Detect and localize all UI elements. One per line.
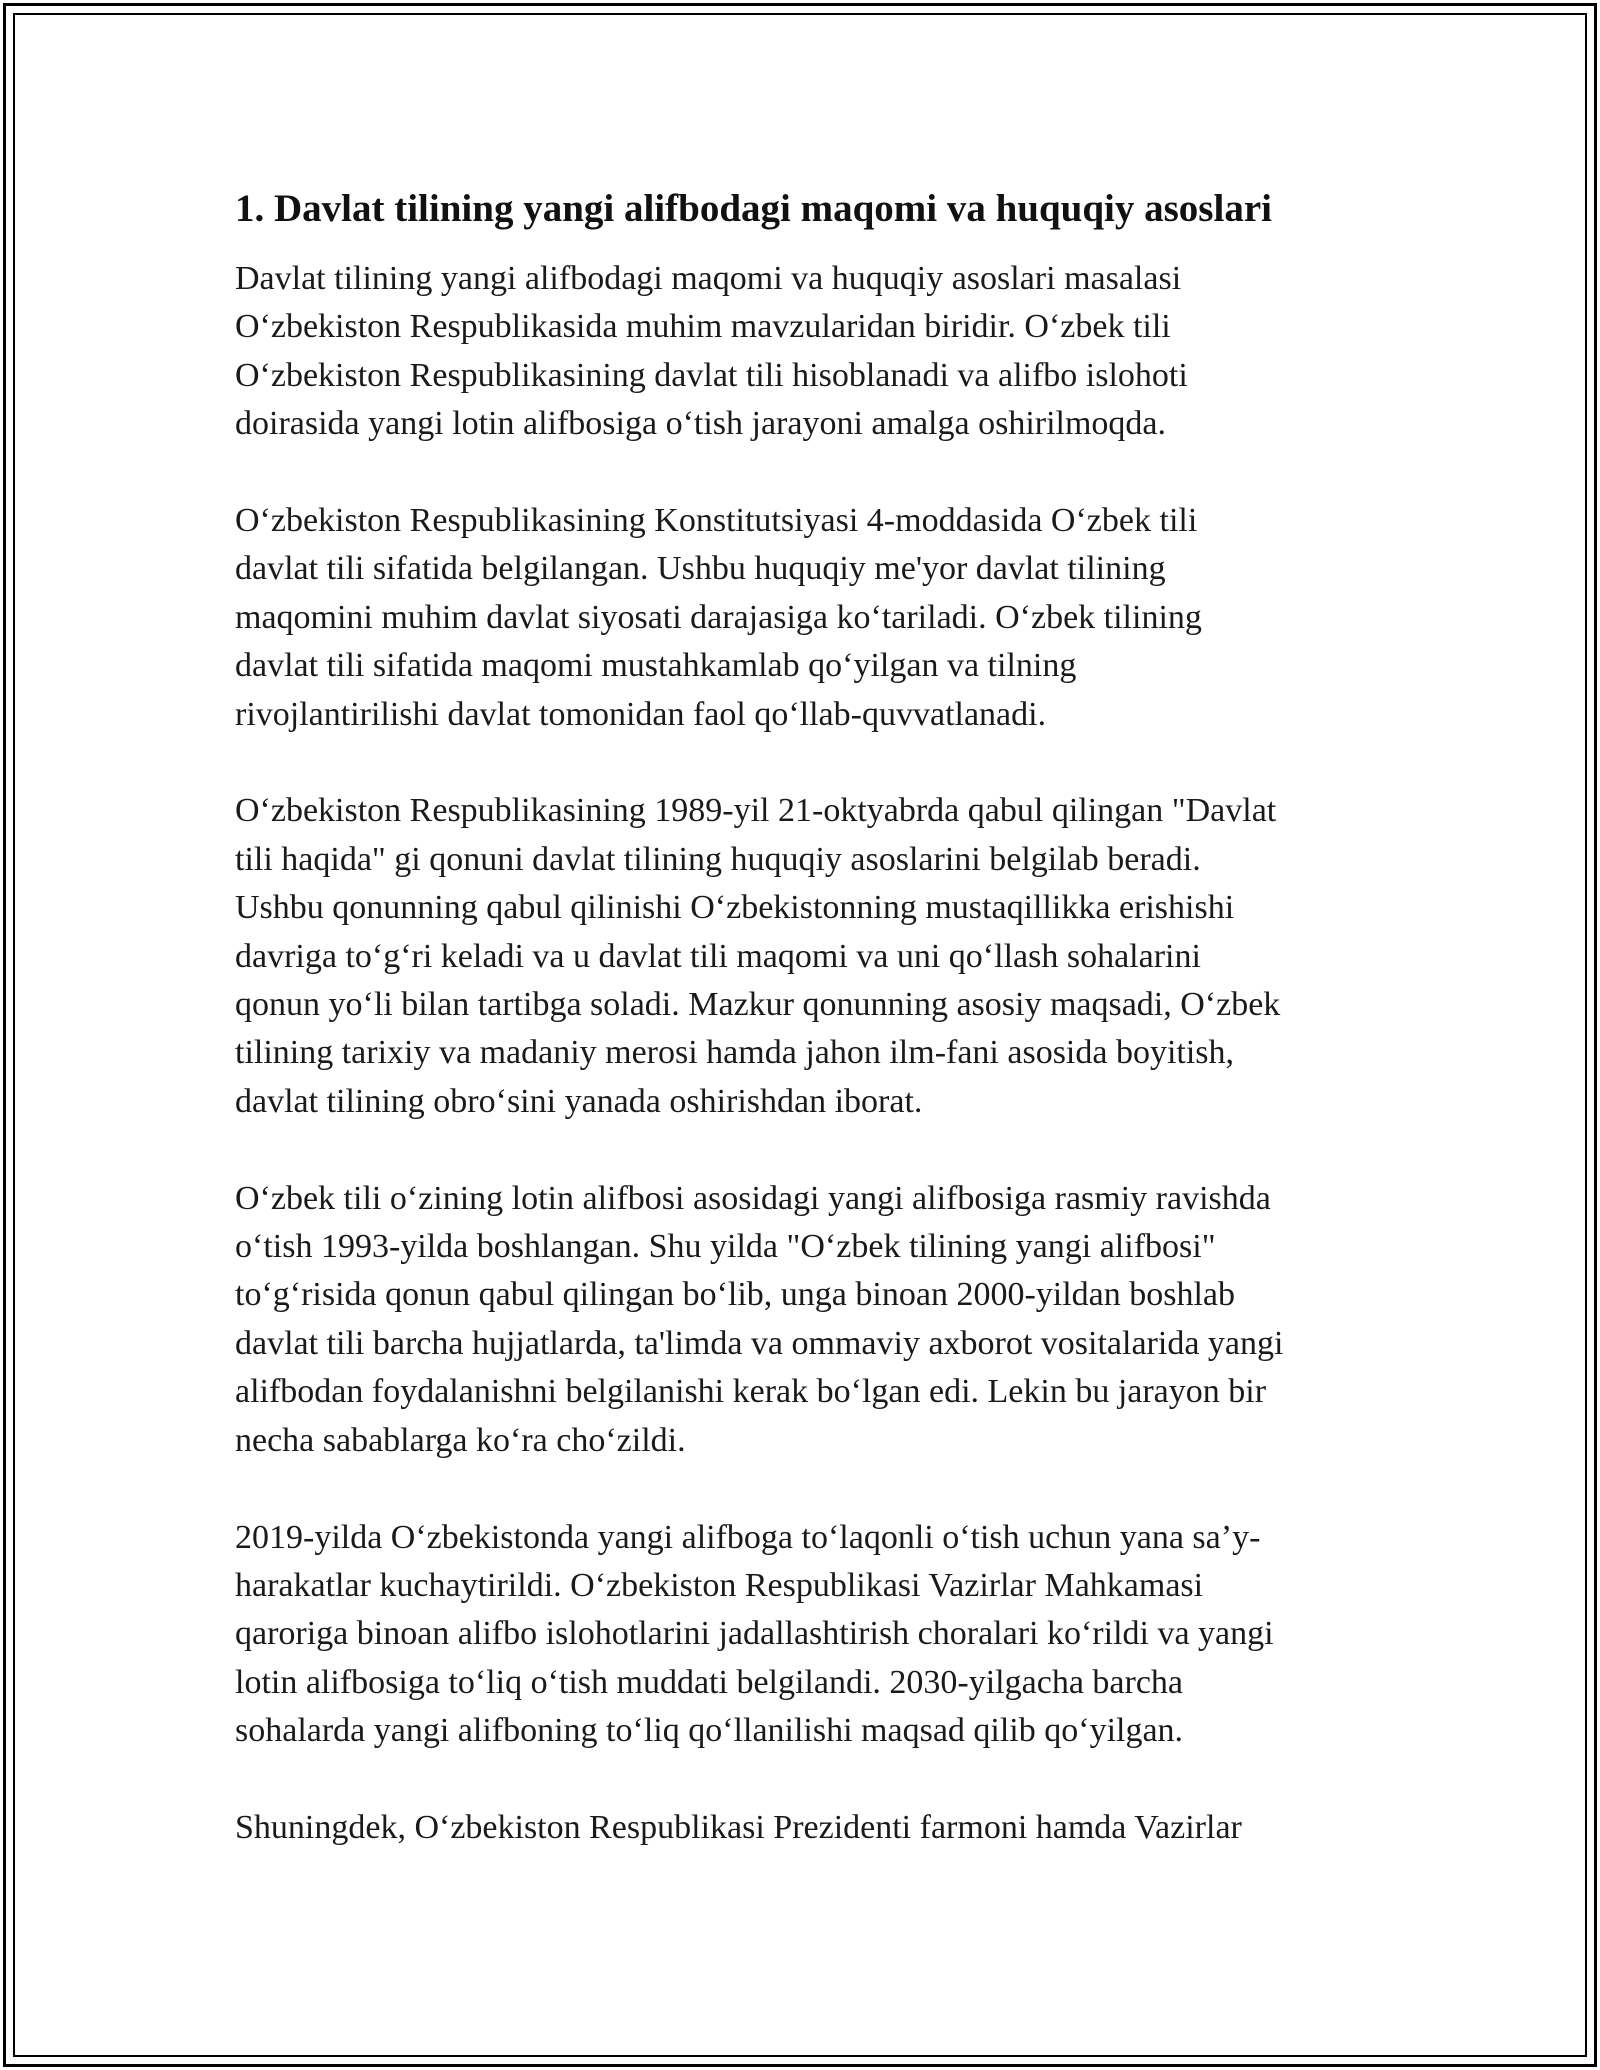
text-line: davriga to‘g‘ri keladi va u davlat tili maqomi va uni qo‘llash sohalarini: [235, 937, 1201, 975]
text-line: davlat tili barcha hujjatlarda, ta'limda va ommaviy axborot vositalarida yangi: [235, 1324, 1284, 1362]
paragraph-gap: [235, 1465, 1385, 1513]
text-line: o‘tish 1993-yilda boshlangan. Shu yilda "O‘zbek tilining yangi alifbosi": [235, 1228, 1216, 1266]
paragraph-4: [235, 1175, 1385, 1465]
text-line: tilining tarixiy va madaniy merosi hamda jahon ilm-fani asosida boyitish,: [235, 1034, 1235, 1072]
paragraph-gap: [235, 739, 1385, 787]
text-line: davlat tili sifatida maqomi mustahkamlab qo‘yilgan va tilning: [235, 647, 1077, 685]
text-line: qonun yo‘li bilan tartibga soladi. Mazkur qonunning asosiy maqsadi, O‘zbek: [235, 986, 1281, 1024]
paragraph-gap: [235, 449, 1385, 497]
text-line: O‘zbekiston Respublikasining 1989-yil 21-oktyabrda qabul qilingan "Davlat: [235, 792, 1277, 830]
paragraph-6: [235, 1804, 1385, 1852]
text-line: tili haqida" gi qonuni davlat tilining huquqiy asoslarini belgilab beradi.: [235, 840, 1201, 878]
paragraph-1: [235, 255, 1385, 449]
text-line: O‘zbek tili o‘zining lotin alifbosi asosidagi yangi alifbosiga rasmiy ravishda: [235, 1179, 1271, 1217]
text-line: maqomini muhim davlat siyosati darajasiga ko‘tariladi. O‘zbek tilining: [235, 598, 1202, 636]
text-line: 2019-yilda O‘zbekistonda yangi alifboga to‘laqonli o‘tish uchun yana sa’y-: [235, 1518, 1261, 1556]
paragraph-gap: [235, 1126, 1385, 1174]
text-line: Ushbu qonunning qabul qilinishi O‘zbekistonning mustaqillikka erishishi: [235, 889, 1235, 927]
text-line: alifbodan foydalanishni belgilanishi kerak bo‘lgan edi. Lekin bu jarayon bir: [235, 1373, 1267, 1411]
text-line: Davlat tilining yangi alifbodagi maqomi va huquqiy asoslari masalasi: [235, 260, 1182, 297]
paragraph-2: [235, 497, 1385, 739]
text-line: sohalarda yangi alifboning to‘liq qo‘llanilishi maqsad qilib qo‘yilgan.: [235, 1712, 1184, 1750]
text-line: necha sabablarga ko‘ra cho‘zildi.: [235, 1421, 686, 1459]
section-heading: 1. Davlat tilining yangi alifbodagi maqomi va huquqiy asoslari: [235, 187, 1272, 230]
text-line: davlat tilining obro‘sini yanada oshirishdan iborat.: [235, 1082, 923, 1120]
paragraph-gap: [235, 1756, 1385, 1804]
text-line: rivojlantirilishi davlat tomonidan faol qo‘llab-quvvatlanadi.: [235, 695, 1047, 733]
text-line: doirasida yangi lotin alifbosiga o‘tish jarayoni amalga oshirilmoqda.: [235, 405, 1167, 443]
text-line: O‘zbekiston Respublikasining davlat tili hisoblanadi va alifbo islohoti: [235, 356, 1188, 394]
text-line: O‘zbekiston Respublikasida muhim mavzularidan biridir. O‘zbek tili: [235, 308, 1171, 346]
text-line: Shuningdek, O‘zbekiston Respublikasi Prezidenti farmoni hamda Vazirlar: [235, 1808, 1242, 1846]
text-line: davlat tili sifatida belgilangan. Ushbu huquqiy me'yor davlat tilining: [235, 550, 1166, 588]
text-line: lotin alifbosiga to‘liq o‘tish muddati belgilandi. 2030-yilgacha barcha: [235, 1663, 1183, 1701]
text-line: harakatlar kuchaytirildi. O‘zbekiston Respublikasi Vazirlar Mahkamasi: [235, 1566, 1204, 1604]
paragraph-3: [235, 787, 1385, 1126]
text-line: qaroriga binoan alifbo islohotlarini jadallashtirish choralari ko‘rildi va yangi: [235, 1615, 1274, 1653]
paragraph-5: [235, 1514, 1385, 1756]
document-page: [235, 185, 1385, 1852]
text-line: O‘zbekiston Respublikasining Konstitutsiyasi 4-moddasida O‘zbek tili: [235, 502, 1198, 540]
text-line: to‘g‘risida qonun qabul qilingan bo‘lib, unga binoan 2000-yildan boshlab: [235, 1276, 1236, 1314]
